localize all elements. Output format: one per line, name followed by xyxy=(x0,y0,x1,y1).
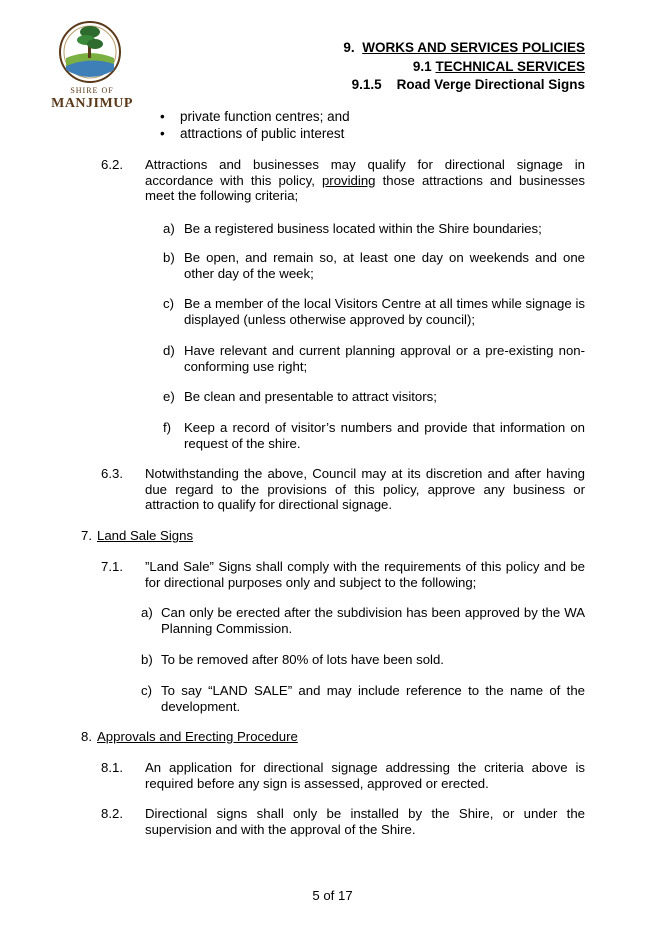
header-subsection-title: TECHNICAL SERVICES xyxy=(435,59,585,74)
criteria-item: Be clean and presentable to attract visitors; xyxy=(184,389,437,404)
header-subsection-number: 9.1 xyxy=(412,59,432,74)
section-title: Approvals and Erecting Procedure xyxy=(97,729,298,744)
clause-text: Attractions and businesses may qualify for directional signage in accordance with this policy, xyxy=(145,157,585,188)
header-section-title: WORKS AND SERVICES POLICIES xyxy=(362,40,585,55)
bullet-icon: • xyxy=(160,126,165,141)
item-letter: e) xyxy=(163,389,175,404)
header-line1 xyxy=(343,38,585,57)
clause-6-3-text: Notwithstanding the above, Council may at its discretion and after having due regard to the provisions of this policy, approve any business or attraction to qualify for directional signage. xyxy=(145,466,585,512)
section-number: 8. xyxy=(81,729,92,744)
page-number: 5 of 17 xyxy=(312,888,353,903)
section-title: Land Sale Signs xyxy=(97,528,194,543)
clause-number: 7.1. xyxy=(101,559,123,574)
clause-text: those attractions and businesses meet the following criteria; xyxy=(145,172,585,203)
land-sale-item: To be removed after 80% of lots have been sold. xyxy=(161,652,444,667)
clause-number: 8.1. xyxy=(101,760,123,775)
item-letter: b) xyxy=(141,652,153,667)
bullet-item: private function centres; and xyxy=(180,109,350,124)
criteria-item: Have relevant and current planning approval or a pre-existing non-conforming use right; xyxy=(184,343,585,374)
bullet-icon: • xyxy=(160,109,165,124)
logo-line1: SHIRE OF xyxy=(70,86,114,95)
item-letter: b) xyxy=(163,250,175,265)
criteria-item: Be open, and remain so, at least one day on weekends and one other day of the week; xyxy=(184,250,585,281)
clause-6-2-text xyxy=(145,157,585,204)
item-letter: f) xyxy=(163,420,172,435)
section-number: 7. xyxy=(81,528,92,543)
land-sale-item: Can only be erected after the subdivision has been approved by the WA Planning Commission. xyxy=(161,605,585,636)
shire-logo xyxy=(52,14,132,114)
bullet-item: attractions of public interest xyxy=(180,126,345,141)
criteria-item: Be a registered business located within the Shire boundaries; xyxy=(184,221,542,236)
criteria-item: Be a member of the local Visitors Centre at all times while signage is displayed (unless otherwise approved by council); xyxy=(184,296,585,327)
clause-8-2-text: Directional signs shall only be installed by the Shire, or under the supervision and with the approval of the Shire. xyxy=(145,806,585,837)
item-letter: a) xyxy=(163,221,175,236)
land-sale-item: To say “LAND SALE” and may include reference to the name of the development. xyxy=(161,683,585,714)
logo-line2: MANJIMUP xyxy=(51,96,133,111)
item-letter: c) xyxy=(141,683,152,698)
clause-number: 6.2. xyxy=(101,157,123,172)
criteria-item: Keep a record of visitor’s numbers and provide that information on request of the shire. xyxy=(184,420,585,451)
item-letter: d) xyxy=(163,343,175,358)
item-letter: a) xyxy=(141,605,153,620)
clause-underlined-word: providing xyxy=(321,172,376,188)
item-letter: c) xyxy=(163,296,174,311)
header-line2 xyxy=(413,57,585,76)
header-line3: 9.1.5 Road Verge Directional Signs xyxy=(351,77,585,92)
clause-7-1-text: ”Land Sale” Signs shall comply with the requirements of this policy and be for directional purposes only and subject to the following; xyxy=(145,559,585,590)
clause-8-1-text: An application for directional signage addressing the criteria above is required before any sign is assessed, approved or erected. xyxy=(145,760,585,791)
clause-number: 6.3. xyxy=(101,466,123,481)
header-section-number: 9. xyxy=(343,40,355,55)
clause-number: 8.2. xyxy=(101,806,123,821)
